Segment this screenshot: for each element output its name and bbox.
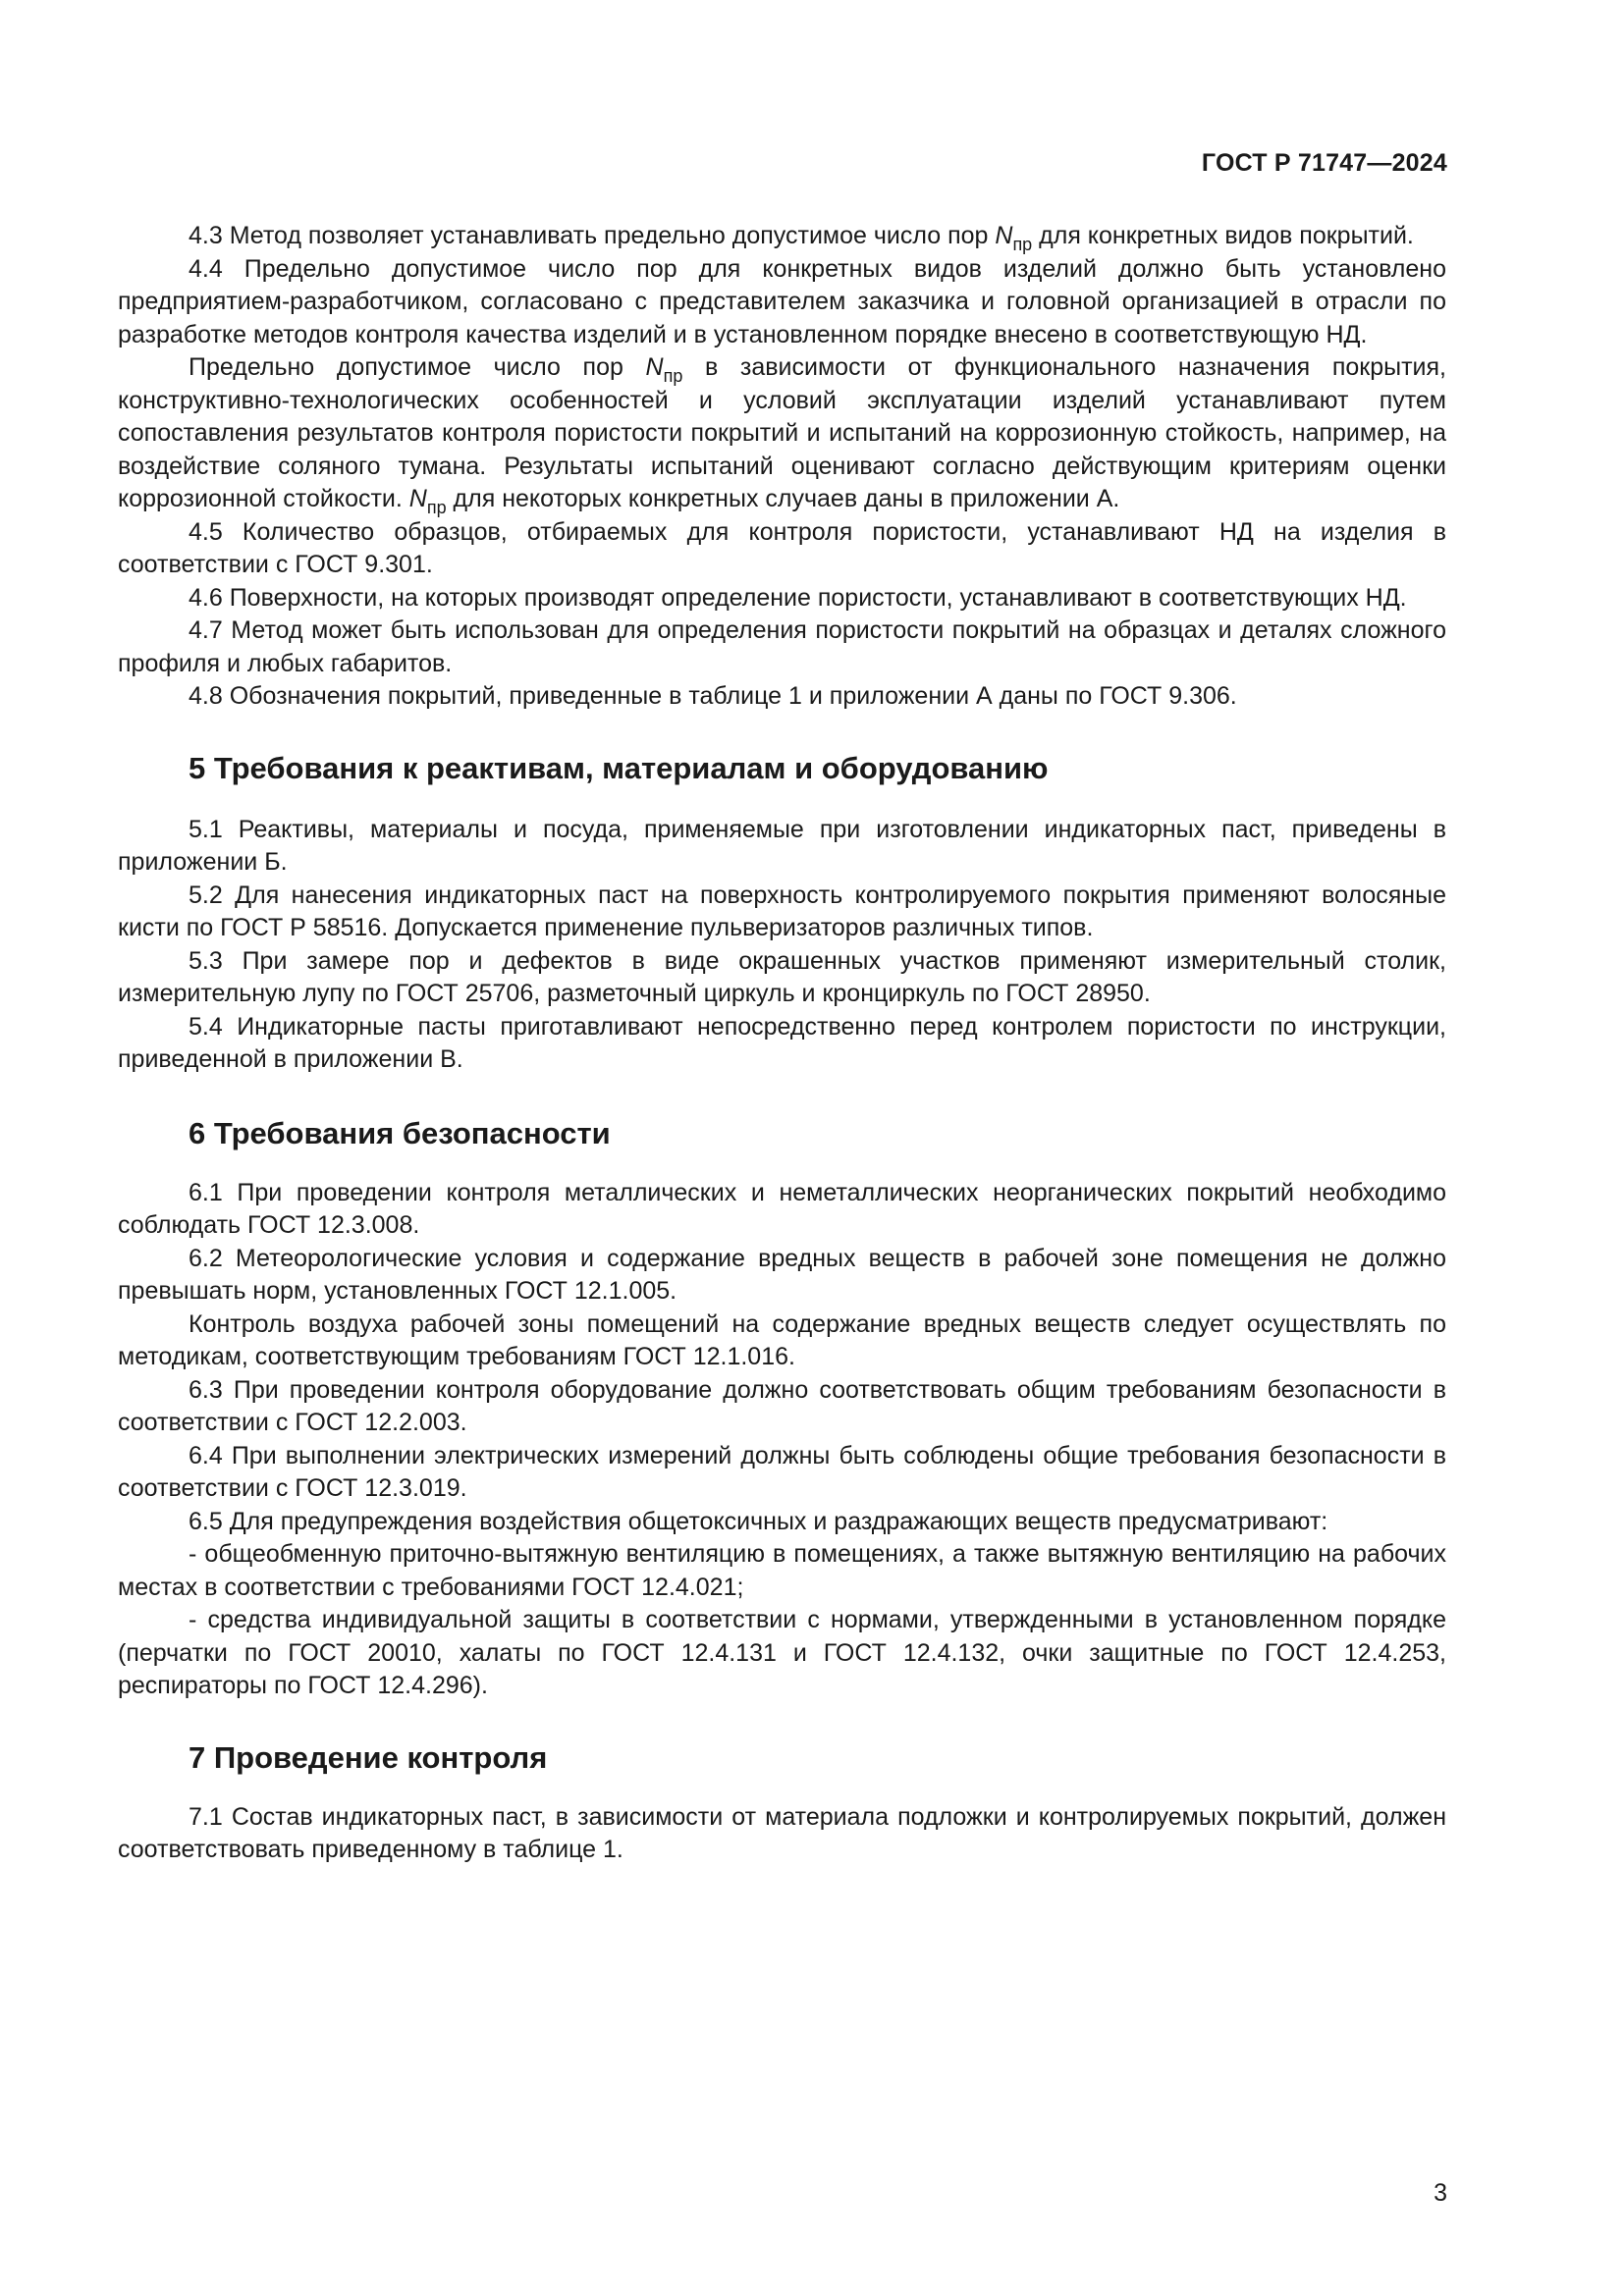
list-item-protection: - средства индивидуальной защиты в соответствии с нормами, утвержденными в установленном порядке (перчатки по ГОСТ 20010, халаты по ГОСТ 12.4.131 и ГОСТ 12.4.132, очки защитные по ГОСТ 12.4.253, респираторы по ГОСТ 12.4.296).: [118, 1606, 1446, 1699]
section-7-heading: 7 Проведение контроля: [189, 1739, 548, 1775]
document-code-header: ГОСТ Р 71747—2024: [1201, 149, 1447, 177]
paragraph-4-5: 4.5 Количество образцов, отбираемых для контроля пористости, устанавливают НД на изделия в соответствии с ГОСТ 9.301.: [118, 517, 1446, 578]
page-number: 3: [1434, 2179, 1447, 2207]
paragraph-5-1: 5.1 Реактивы, материалы и посуда, применяемые при изготовлении индикаторных паст, приведены в приложении Б.: [118, 815, 1446, 876]
paragraph-4-3-text-before: 4.3 Метод позволяет устанавливать предельно допустимое число пор: [189, 222, 996, 249]
paragraph-4-3-text-after: для конкретных видов покрытий.: [1032, 222, 1414, 249]
paragraph-6-1: 6.1 При проведении контроля металлических и неметаллических неорганических покрытий необходимо соблюдать ГОСТ 12.3.008.: [118, 1178, 1446, 1239]
n-pr-variable: $N_{пр}$: [995, 222, 1033, 254]
paragraph-4-4-continued: Предельно допустимое число пор $N_{пр}$ в зависимости от функционального назначения покрытия, конструктивно-технологических особенностей и условий эксплуатации изделий устанавливают путем сопоставления результатов контроля пористости покрытий и испытаний на коррозионную стойкость, например, на воздействие соляного тумана. Результаты испытаний оценивают согласно действующим критериям оценки коррозионной стойкости. $N_{пр}$ для некоторых конкретных случаев даны в приложении А.: [118, 353, 1446, 517]
paragraph-6-4: 6.4 При выполнении электрических измерений должны быть соблюдены общие требования безопасности в соответствии с ГОСТ 12.3.019.: [118, 1441, 1446, 1502]
paragraph-5-4: 5.4 Индикаторные пасты приготавливают непосредственно перед контролем пористости по инструкции, приведенной в приложении В.: [118, 1012, 1446, 1073]
paragraph-5-2: 5.2 Для нанесения индикаторных паст на поверхность контролируемого покрытия применяют волосяные кисти по ГОСТ Р 58516. Допускается применение пульверизаторов различных типов.: [118, 881, 1446, 941]
paragraph-5-3: 5.3 При замере пор и дефектов в виде окрашенных участков применяют измерительный столик, измерительную лупу по ГОСТ 25706, разметочный циркуль и кронциркуль по ГОСТ 28950.: [118, 946, 1446, 1007]
paragraph-4-4: 4.4 Предельно допустимое число пор для конкретных видов изделий должно быть установлено предприятием-разработчиком, согласовано с представителем заказчика и головной организацией в отрасли по разработке методов контроля качества изделий и в установленном порядке внесено в соответствующую НД.: [118, 254, 1446, 348]
paragraph-6-2: 6.2 Метеорологические условия и содержание вредных веществ в рабочей зоне помещения не должно превышать норм, установленных ГОСТ 12.1.005.: [118, 1244, 1446, 1305]
paragraph-6-2-continued: Контроль воздуха рабочей зоны помещений на содержание вредных веществ следует осуществлять по методикам, соответствующим требованиям ГОСТ 12.1.016.: [118, 1309, 1446, 1370]
paragraph-4-7: 4.7 Метод может быть использован для определения пористости покрытий на образцах и деталях сложного профиля и любых габаритов.: [118, 616, 1446, 677]
paragraph-4-6: 4.6 Поверхности, на которых производят определение пористости, устанавливают в соответствующих НД.: [189, 583, 1407, 612]
paragraph-6-5: 6.5 Для предупреждения воздействия общетоксичных и раздражающих веществ предусматривают:: [189, 1507, 1328, 1535]
document-body: [118, 220, 1446, 1867]
section-6-heading: 6 Требования безопасности: [189, 1115, 611, 1150]
list-item-ventilation: - общеобменную приточно-вытяжную вентиляцию в помещениях, а также вытяжную вентиляцию на рабочих местах в соответствии с требованиями ГОСТ 12.4.021;: [118, 1540, 1446, 1601]
paragraph-6-3: 6.3 При проведении контроля оборудование должно соответствовать общим требованиям безопасности в соответствии с ГОСТ 12.2.003.: [118, 1375, 1446, 1436]
paragraph-4-3: [118, 220, 1446, 253]
n-pr-variable: $N_{пр}$: [408, 485, 447, 517]
section-5-heading: 5 Требования к реактивам, материалам и оборудованию: [189, 750, 1049, 785]
paragraph-4-8: 4.8 Обозначения покрытий, приведенные в таблице 1 и приложении А даны по ГОСТ 9.306.: [189, 682, 1237, 710]
paragraph-7-1: 7.1 Состав индикаторных паст, в зависимости от материала подложки и контролируемых покрытий, должен соответствовать приведенному в таблице 1.: [118, 1802, 1446, 1863]
n-pr-variable: $N_{пр}$: [645, 353, 683, 386]
